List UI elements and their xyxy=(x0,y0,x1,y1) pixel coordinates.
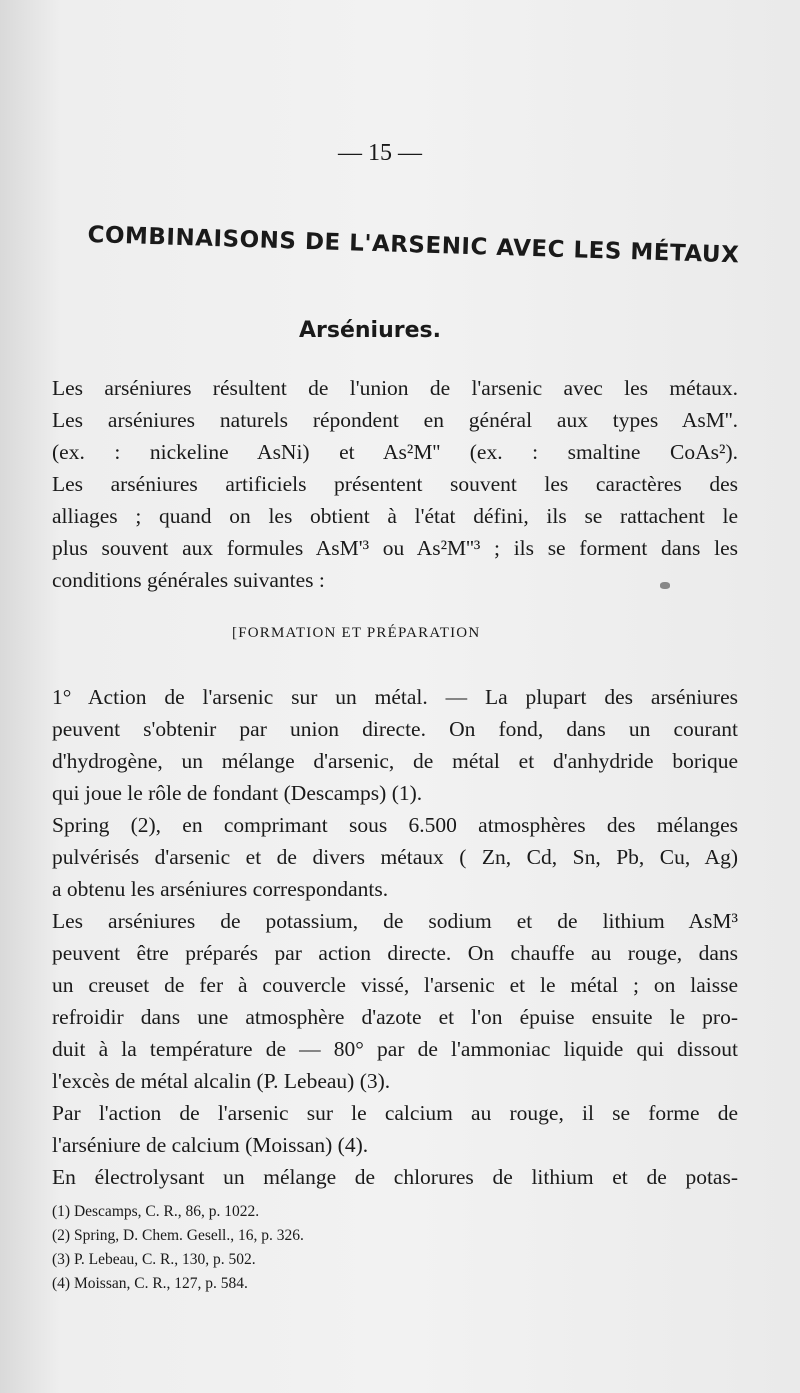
text-line: En électrolysant un mélange de chlorures de lithium et de potas- xyxy=(52,1165,738,1189)
text-line: qui joue le rôle de fondant (Descamps) (1). xyxy=(52,781,423,805)
footnote: (3) P. Lebeau, C. R., 130, p. 502. xyxy=(52,1251,256,1268)
text-line: peuvent être préparés par action directe. On chauffe au rouge, dans xyxy=(52,941,738,965)
text-line: a obtenu les arséniures correspondants. xyxy=(52,877,389,901)
page-number: — 15 — xyxy=(338,140,422,166)
text-line: Les arséniures de potassium, de sodium et de lithium AsM³ xyxy=(52,909,738,933)
text-line: conditions générales suivantes : xyxy=(52,568,325,592)
text-line: Spring (2), en comprimant sous 6.500 atmosphères des mélanges xyxy=(52,813,738,837)
text-line: un creuset de fer à couvercle vissé, l'arsenic et le métal ; on laisse xyxy=(52,973,738,997)
text-line: Les arséniures artificiels présentent souvent les caractères des xyxy=(52,472,738,496)
text-line: d'hydrogène, un mélange d'arsenic, de métal et d'anhydride borique xyxy=(52,749,738,773)
footnote: (1) Descamps, C. R., 86, p. 1022. xyxy=(52,1203,260,1220)
text-line: Par l'action de l'arsenic sur le calcium au rouge, il se forme de xyxy=(52,1101,738,1125)
section-heading: [FORMATION ET PRÉPARATION xyxy=(232,625,481,641)
text-line: 1° Action de l'arsenic sur un métal. — La plupart des arséniures xyxy=(52,685,738,709)
text-line: plus souvent aux formules AsM'³ ou As²M''³ ; ils se forment dans les xyxy=(52,536,738,560)
chapter-title: COMBINAISONS DE L'ARSENIC AVEC LES MÉTAUX xyxy=(87,222,740,269)
text-line: l'excès de métal alcalin (P. Lebeau) (3). xyxy=(52,1069,391,1093)
ink-stain xyxy=(660,582,670,589)
footnote: (4) Moissan, C. R., 127, p. 584. xyxy=(52,1275,248,1292)
text-line: alliages ; quand on les obtient à l'état défini, ils se rattachent le xyxy=(52,504,738,528)
text-line: l'arséniure de calcium (Moissan) (4). xyxy=(52,1133,369,1157)
text-line: Les arséniures résultent de l'union de l'arsenic avec les métaux. xyxy=(52,376,738,400)
text-line: peuvent s'obtenir par union directe. On fond, dans un courant xyxy=(52,717,738,741)
text-line: duit à la température de — 80° par de l'ammoniac liquide qui dissout xyxy=(52,1037,738,1061)
text-line: Les arséniures naturels répondent en général aux types AsM''. xyxy=(52,408,738,432)
footnote: (2) Spring, D. Chem. Gesell., 16, p. 326. xyxy=(52,1227,304,1244)
section-title: Arséniures. xyxy=(299,318,441,343)
text-line: refroidir dans une atmosphère d'azote et l'on épuise ensuite le pro- xyxy=(52,1005,738,1029)
text-line: pulvérisés d'arsenic et de divers métaux ( Zn, Cd, Sn, Pb, Cu, Ag) xyxy=(52,845,738,869)
text-line: (ex. : nickeline AsNi) et As²M'' (ex. : smaltine CoAs²). xyxy=(52,440,738,464)
